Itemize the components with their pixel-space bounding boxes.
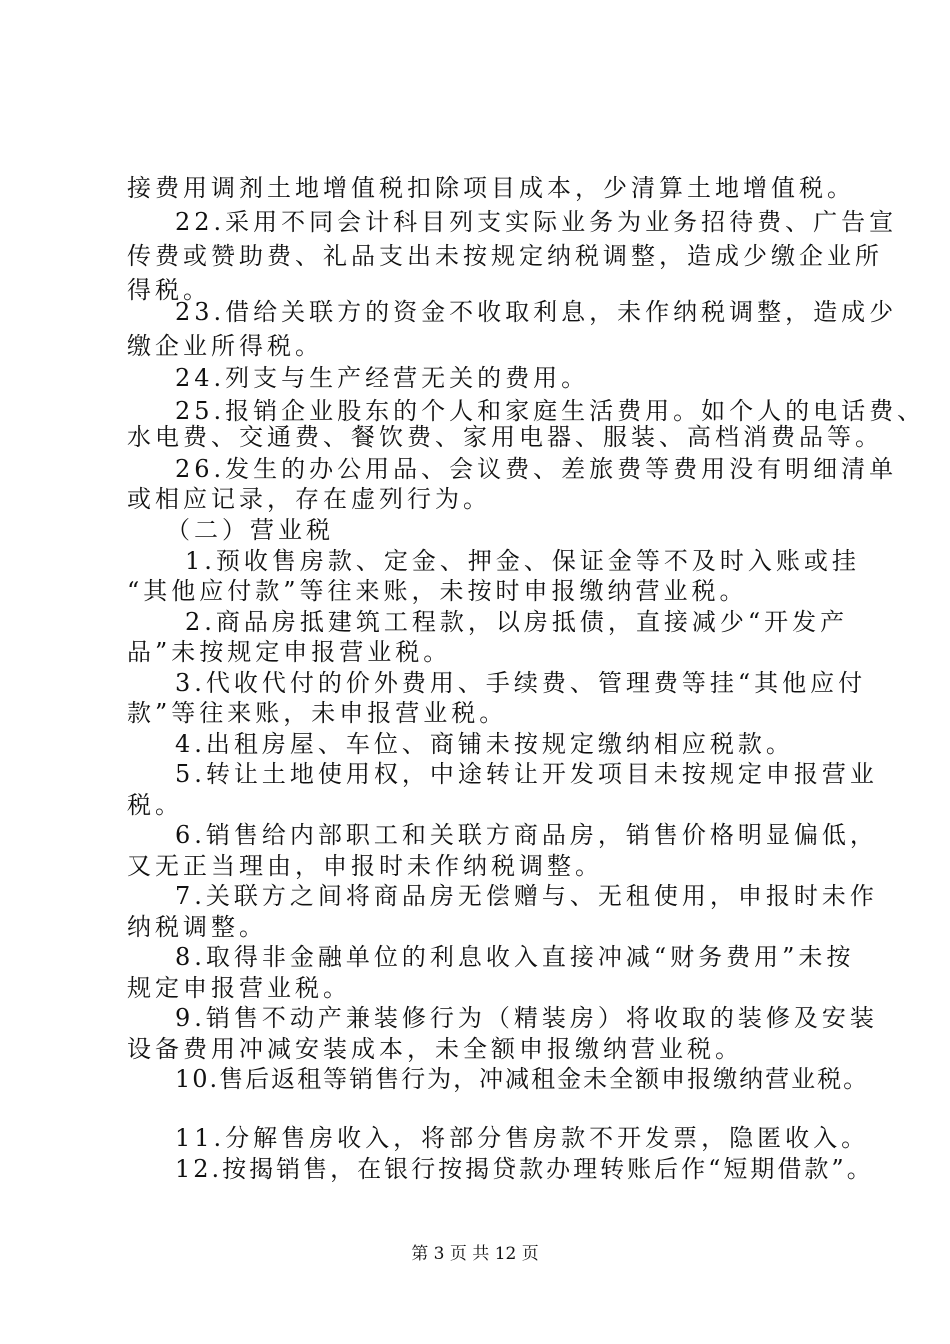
text-line: 水电费、交通费、餐饮费、家用电器、服装、高档消费品等。 — [127, 423, 883, 451]
page-number: 第 3 页 共 12 页 — [411, 1244, 539, 1264]
section-heading: （二）营业税 — [166, 516, 334, 544]
text-line: 款”等往来账，未申报营业税。 — [127, 699, 508, 727]
text-line: 10.售后返租等销售行为，冲减租金未全额申报缴纳营业税。 — [175, 1065, 870, 1093]
text-line: 接费用调剂土地增值税扣除项目成本，少清算土地增值税。 — [127, 174, 855, 202]
text-line: 纳税调整。 — [127, 913, 267, 941]
text-line: 4.出租房屋、车位、商铺未按规定缴纳相应税款。 — [175, 730, 794, 758]
text-line: 品”未按规定申报营业税。 — [127, 638, 452, 666]
text-line: 24.列支与生产经营无关的费用。 — [175, 364, 590, 392]
text-line: 5.转让土地使用权，中途转让开发项目未按规定申报营业 — [175, 760, 878, 788]
text-line: 23.借给关联方的资金不收取利息，未作纳税调整，造成少 — [175, 298, 898, 326]
text-line: “其他应付款”等往来账，未按时申报缴纳营业税。 — [127, 577, 748, 605]
text-line: 1.预收售房款、定金、押金、保证金等不及时入账或挂 — [185, 547, 860, 575]
text-line: 8.取得非金融单位的利息收入直接冲减“财务费用”未按 — [175, 943, 855, 971]
text-line: 22.采用不同会计科目列支实际业务为业务招待费、广告宣 — [175, 208, 898, 236]
text-line: 2.商品房抵建筑工程款，以房抵债，直接减少“开发产 — [185, 608, 849, 636]
text-line: 9.销售不动产兼装修行为（精装房）将收取的装修及安装 — [175, 1004, 878, 1032]
text-line: 缴企业所得税。 — [127, 332, 323, 360]
text-line: 又无正当理由，申报时未作纳税调整。 — [127, 852, 603, 880]
text-line: 得税。 — [127, 276, 211, 304]
text-line: 3.代收代付的价外费用、手续费、管理费等挂“其他应付 — [175, 669, 867, 697]
text-line: 传费或赞助费、礼品支出未按规定纳税调整，造成少缴企业所 — [127, 242, 883, 270]
text-line: 税。 — [127, 791, 183, 819]
text-line: 26.发生的办公用品、会议费、差旅费等费用没有明细清单 — [175, 455, 898, 483]
text-line: 6.销售给内部职工和关联方商品房，销售价格明显偏低， — [175, 821, 878, 849]
text-line: 设备费用冲减安装成本，未全额申报缴纳营业税。 — [127, 1035, 743, 1063]
text-line: 12.按揭销售，在银行按揭贷款办理转账后作“短期借款”。 — [175, 1155, 874, 1183]
text-line: 规定申报营业税。 — [127, 974, 351, 1002]
text-line: 25.报销企业股东的个人和家庭生活费用。如个人的电话费、 — [175, 397, 926, 425]
text-line: 或相应记录，存在虚列行为。 — [127, 485, 491, 513]
text-line: 7.关联方之间将商品房无偿赠与、无租使用，申报时未作 — [175, 882, 878, 910]
text-line: 11.分解售房收入，将部分售房款不开发票，隐匿收入。 — [175, 1124, 870, 1152]
